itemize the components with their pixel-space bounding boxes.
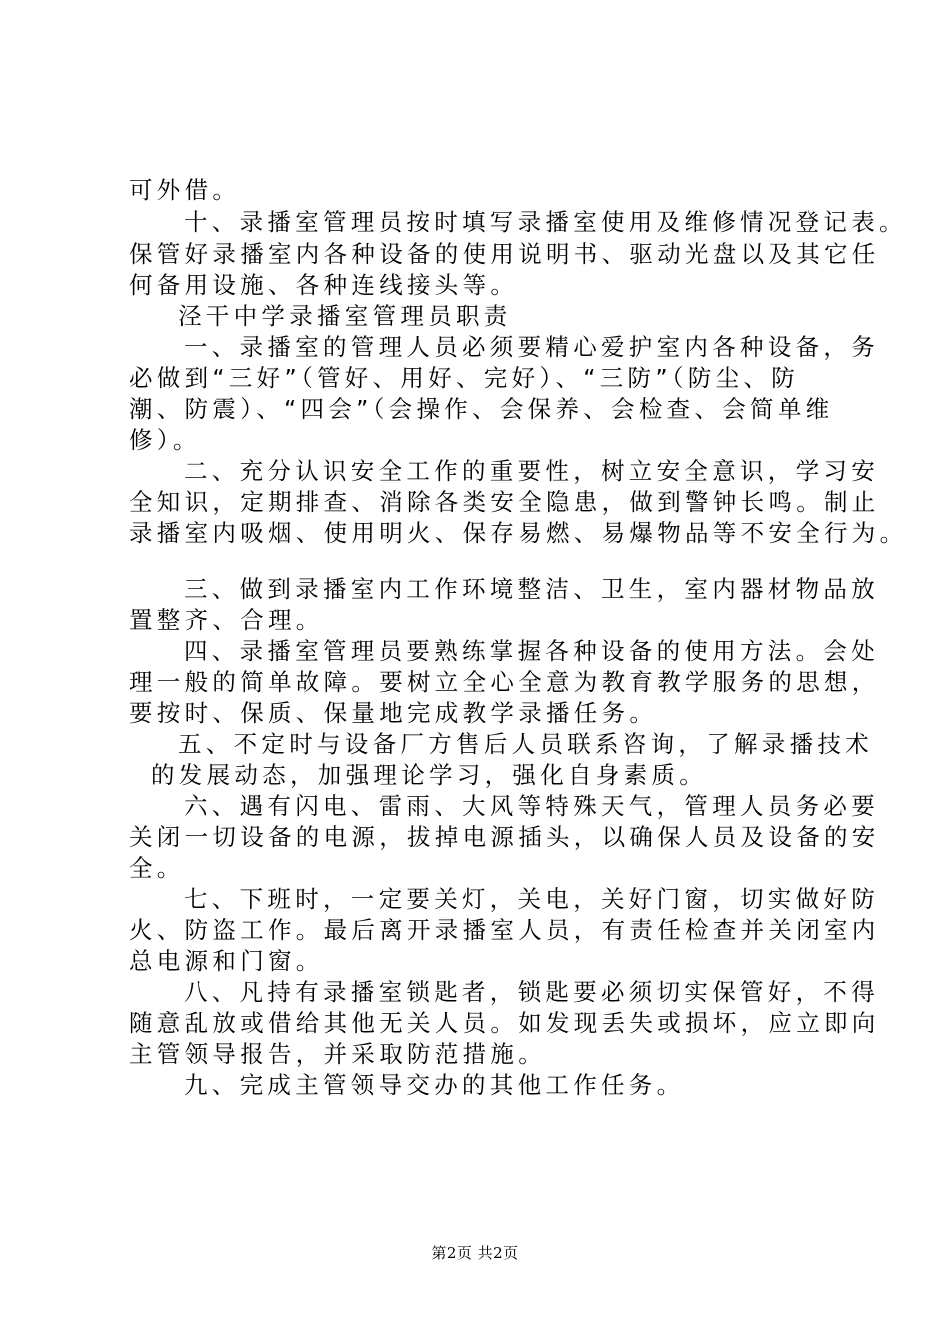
text-line: 五、不定时与设备厂方售后人员联系咨询，了解录播技术: [178, 730, 873, 758]
text-line: 全知识，定期排查、消除各类安全隐患，做到警钟长鸣。制止: [129, 488, 880, 516]
text-line: 修）。: [129, 426, 201, 454]
text-line: 置整齐、合理。: [129, 606, 324, 634]
text-line: 七、下班时，一定要关灯，关电，关好门窗，切实做好防: [184, 885, 879, 913]
text-line: 三、做到录播室内工作环境整洁、卫生，室内器材物品放: [184, 575, 879, 603]
text-line: 保管好录播室内各种设备的使用说明书、驱动光盘以及其它任: [129, 240, 880, 268]
text-line: 十、录播室管理员按时填写录播室使用及维修情况登记表。: [184, 208, 907, 236]
text-line: 要按时、保质、保量地完成教学录播任务。: [129, 699, 658, 727]
text-line: 的发展动态，加强理论学习，强化自身素质。: [151, 761, 707, 789]
text-line: 可外借。: [129, 176, 241, 204]
section-title: 泾干中学录播室管理员职责: [178, 302, 512, 330]
text-line: 理一般的简单故障。要树立全心全意为教育教学服务的思想，: [129, 668, 880, 696]
text-line: 全。: [129, 854, 185, 882]
text-line: 二、充分认识安全工作的重要性，树立安全意识，学习安: [184, 457, 879, 485]
text-line: 六、遇有闪电、雷雨、大风等特殊天气，管理人员务必要: [184, 792, 879, 820]
text-line: 一、录播室的管理人员必须要精心爱护室内各种设备，务: [184, 333, 879, 361]
text-line: 总电源和门窗。: [129, 947, 324, 975]
text-line: 录播室内吸烟、使用明火、保存易燃、易爆物品等不安全行为。: [129, 519, 908, 547]
text-line: 潮、防震）、“四会”（会操作、会保养、会检查、会简单维: [129, 395, 834, 423]
page-number-footer: 第2页 共2页: [431, 1244, 519, 1262]
text-line: 何备用设施、各种连线接头等。: [129, 271, 519, 299]
text-line: 火、防盗工作。最后离开录播室人员，有责任检查并关闭室内: [129, 916, 880, 944]
text-line: 八、凡持有录播室锁匙者，锁匙要必须切实保管好，不得: [184, 978, 879, 1006]
text-line: 九、完成主管领导交办的其他工作任务。: [184, 1071, 685, 1099]
text-line: 主管领导报告，并采取防范措施。: [129, 1040, 546, 1068]
text-line: 随意乱放或借给其他无关人员。如发现丢失或损坏，应立即向: [129, 1009, 880, 1037]
text-line: 必做到“三好”（管好、用好、完好）、“三防”（防尘、防: [129, 364, 800, 392]
text-line: 关闭一切设备的电源，拔掉电源插头，以确保人员及设备的安: [129, 823, 880, 851]
text-line: 四、录播室管理员要熟练掌握各种设备的使用方法。会处: [184, 637, 879, 665]
